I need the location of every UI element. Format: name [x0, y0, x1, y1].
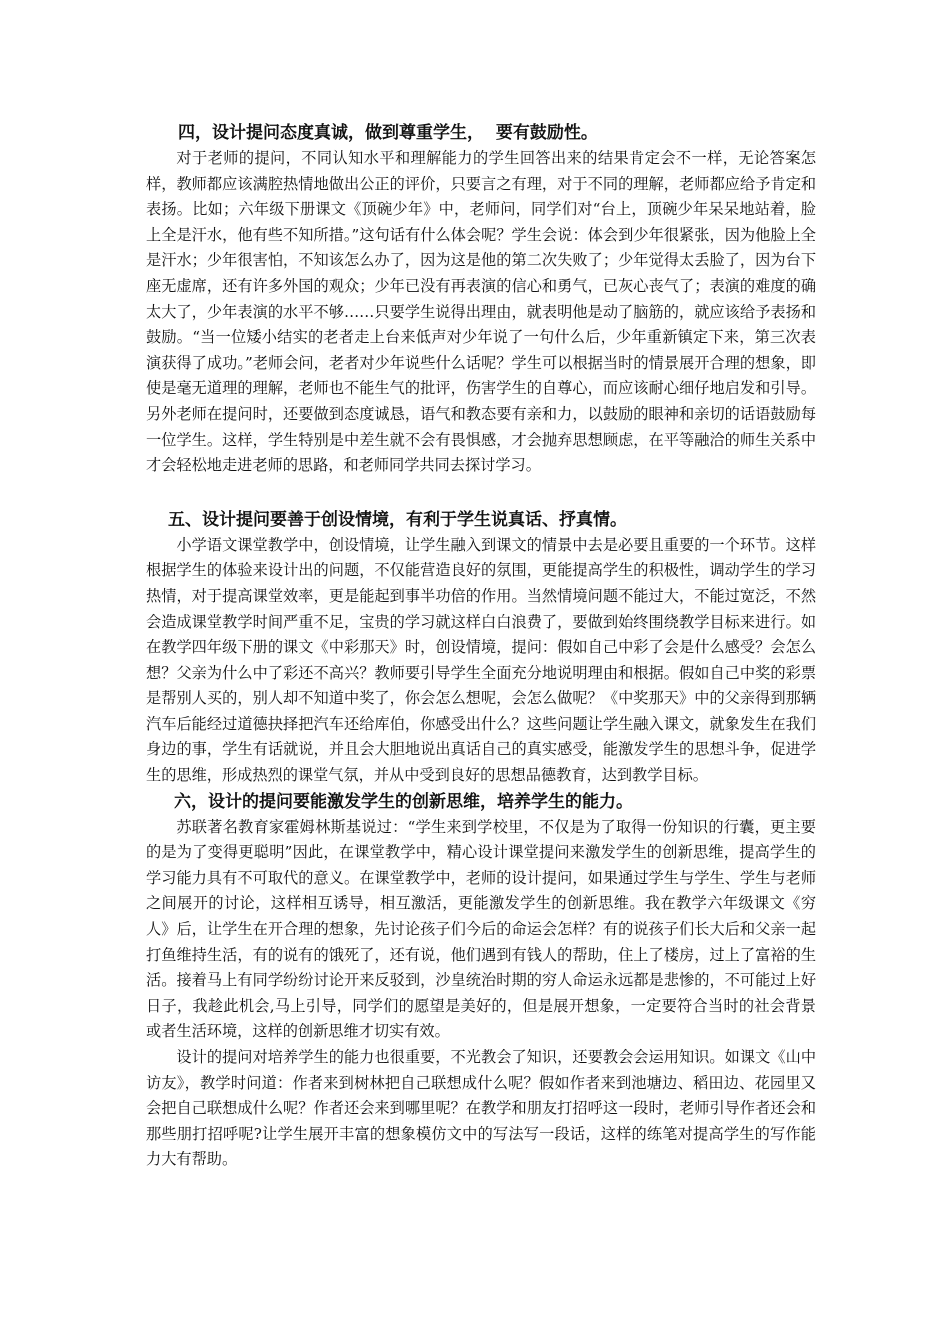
section-6-paragraph-2: 设计的提问对培养学生的能力也很重要，不光教会了知识，还要教会会运用知识。如课文《山中访友》，教学时问道：作者来到树林把自己联想成什么呢？假如作者来到池塘边、稻田边、花园里又会把自己联想成什么呢？作者还会来到哪里呢？在教学和朋友打招呼这一段时，老师引导作者还会和那些朋打招呼呢?让学生展开丰富的想象模仿文中的写法写一段话，这样的练笔对提高学生的写作能力大有帮助。	[146, 1048, 816, 1169]
section-6-paragraph-1: 苏联著名教育家霍姆林斯基说过：“学生来到学校里，不仅是为了取得一份知识的行囊，更主要的是为了变得更聪明”因此，在课堂教学中，精心设计课堂提问来激发学生的创新思维，提高学生的学习能力具有不可取代的意义。在课堂教学中，老师的设计提问，如果通过学生与学生、学生与老师之间展开的讨论，这样相互诱导，相互激活，更能激发学生的创新思维。我在教学六年级课文《穷人》后，让学生在开合理的想象，先讨论孩子们今后的命运会怎样？有的说孩子们长大后和父亲一起打鱼维持生活，有的说有的饿死了，还有说，他们遇到有钱人的帮助，住上了楼房，过上了富裕的生活。接着马上有同学纷纷讨论开来反驳到，沙皇统治时期的穷人命运永远都是悲惨的，不可能过上好日子，我趁此机会,马上引导，同学们的愿望是美好的，但是展开想象，一定要符合当时的社会背景或者生活环境，这样的创新思维才切实有效。	[146, 817, 816, 1041]
section-heading-4: 四，设计提问态度真诚，做到尊重学生， 要有鼓励性。	[178, 123, 598, 143]
section-4-paragraph-1: 对于老师的提问，不同认知水平和理解能力的学生回答出来的结果肯定会不一样，无论答案怎样，教师都应该满腔热情地做出公正的评价，只要言之有理，对于不同的理解，老师都应给予肯定和表扬。比如；六年级下册课文《顶碗少年》中，老师问，同学们对“台上，顶碗少年呆呆地站着，脸上全是汗水，他有些不知所措。”这句话有什么体会呢？学生会说：体会到少年很紧张，因为他脸上全是汗水；少年很害怕，不知该怎么办了，因为这是他的第二次失败了；少年觉得太丢脸了，因为台下座无虚席，还有许多外国的观众；少年已没有再表演的信心和勇气，已灰心丧气了；表演的难度的确太大了，少年表演的水平不够……只要学生说得出理由，就表明他是动了脑筋的，就应该给予表扬和鼓励。“当一位矮小结实的老者走上台来低声对少年说了一句什么后，少年重新镇定下来，第三次表演获得了成功。”老师会问，老者对少年说些什么话呢？学生可以根据当时的情景展开合理的想象，即使是毫无道理的理解，老师也不能生气的批评，伤害学生的自尊心，而应该耐心细仔地启发和引导。另外老师在提问时，还要做到态度诚恳，语气和教态要有亲和力，以鼓励的眼神和亲切的话语鼓励每一位学生。这样，学生特别是中差生就不会有畏惧感，才会抛弃思想顾虑，在平等融洽的师生关系中才会轻松地走进老师的思路，和老师同学共同去探讨学习。	[146, 149, 816, 475]
document-body	[146, 120, 816, 1173]
section-heading-6: 六，设计的提问要能激发学生的创新思维，培养学生的能力。	[174, 791, 633, 812]
section-5-paragraph-1: 小学语文课堂教学中，创设情境，让学生融入到课文的情景中去是必要且重要的一个环节。这样根据学生的体验来设计出的问题，不仅能营造良好的氛围，更能提高学生的积极性，调动学生的学习热情，对于提高课堂效率，更是能起到事半功倍的作用。当然情境问题不能过大，不能过宽泛，不然会造成课堂教学时间严重不足，宝贵的学习就这样白白浪费了，要做到始终围绕教学目标来进行。如在教学四年级下册的课文《中彩那天》时，创设情境，提问：假如自己中彩了会是什么感受？会怎么想？父亲为什么中了彩还不高兴？教师要引导学生全面充分地说明理由和根据。假如自己中奖的彩票是帮别人买的，别人却不知道中奖了，你会怎么想呢，会怎么做呢？《中奖那天》中的父亲得到那辆汽车后能经过道德抉择把汽车还给库伯，你感受出什么？这些问题让学生融入课文，就象发生在我们身边的事，学生有话就说，并且会大胆地说出真话自己的真实感受，能激发学生的思想斗争，促进学生的思维，形成热烈的课堂气氛，并从中受到良好的思想品德教育，达到教学目标。	[146, 535, 816, 785]
section-heading-5: 五、设计提问要善于创设情境，有利于学生说真话、抒真情。	[168, 509, 627, 530]
